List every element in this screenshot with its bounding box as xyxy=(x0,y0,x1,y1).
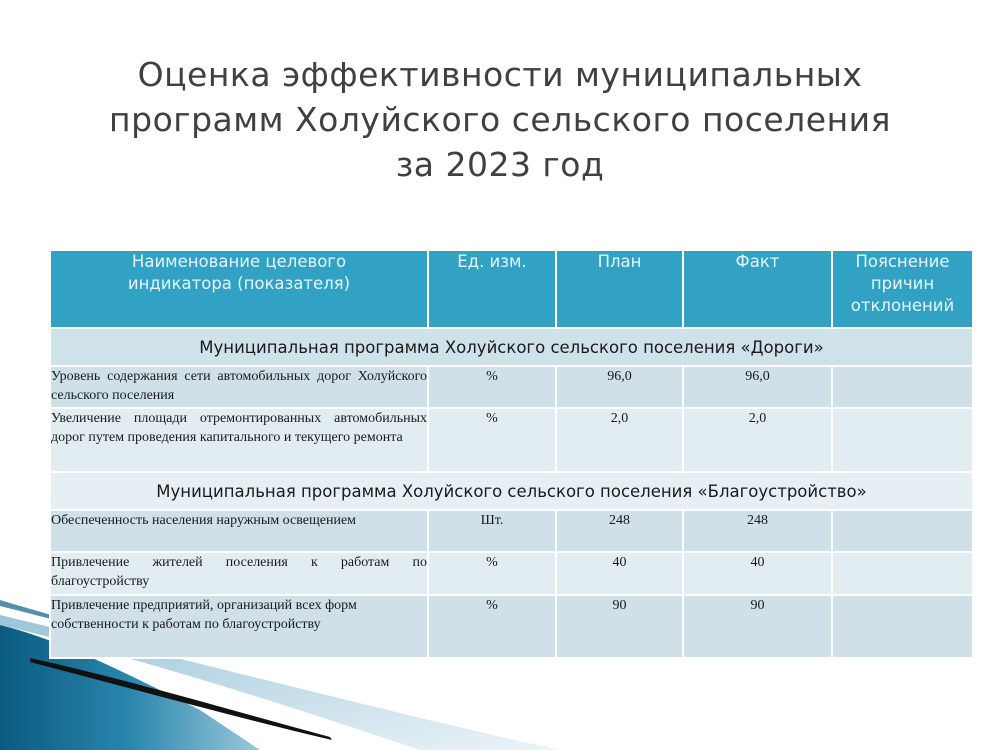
header-plan: План xyxy=(556,250,683,328)
header-indicator-name: Наименование целевого индикатора (показателя) xyxy=(50,250,428,328)
indicator-unit: Шт. xyxy=(428,510,556,552)
indicator-unit: % xyxy=(428,595,556,658)
indicator-fact: 96,0 xyxy=(683,366,832,408)
indicator-name: Обеспеченность населения наружным освещением xyxy=(50,510,428,552)
slide-title xyxy=(40,52,960,187)
indicator-reason xyxy=(832,595,973,658)
indicator-reason xyxy=(832,552,973,595)
indicator-plan: 90 xyxy=(556,595,683,658)
indicator-unit: % xyxy=(428,366,556,408)
indicator-name: Уровень содержания сети автомобильных дорог Холуйского сельского поселения xyxy=(50,366,428,408)
indicator-unit: % xyxy=(428,408,556,472)
indicator-plan: 40 xyxy=(556,552,683,595)
slide-title-line-2: программ Холуйского сельского поселения xyxy=(109,100,891,139)
indicator-fact: 248 xyxy=(683,510,832,552)
indicator-reason xyxy=(832,510,973,552)
indicator-plan: 248 xyxy=(556,510,683,552)
table-row xyxy=(50,552,973,595)
table-header-row xyxy=(50,250,973,328)
indicator-plan: 2,0 xyxy=(556,408,683,472)
indicator-unit: % xyxy=(428,552,556,595)
table-row xyxy=(50,595,973,658)
indicator-plan: 96,0 xyxy=(556,366,683,408)
indicator-reason xyxy=(832,408,973,472)
table-row xyxy=(50,366,973,408)
section-title-improvement: Муниципальная программа Холуйского сельского поселения «Благоустройство» xyxy=(50,472,973,510)
indicator-name: Привлечение жителей поселения к работам по благоустройству xyxy=(50,552,428,595)
table-row xyxy=(50,408,973,472)
slide-title-line-1: Оценка эффективности муниципальных xyxy=(137,55,863,94)
indicator-name: Привлечение предприятий, организаций всех форм собственности к работам по благоустройству xyxy=(50,595,428,658)
header-unit: Ед. изм. xyxy=(428,250,556,328)
indicator-fact: 90 xyxy=(683,595,832,658)
header-fact: Факт xyxy=(683,250,832,328)
header-deviation-reason: Пояснение причин отклонений xyxy=(832,250,973,328)
indicator-name: Увеличение площади отремонтированных автомобильных дорог путем проведения капитального и текущего ремонта xyxy=(50,408,428,472)
table-row xyxy=(50,510,973,552)
slide-title-line-3: за 2023 год xyxy=(395,145,605,184)
indicator-fact: 2,0 xyxy=(683,408,832,472)
indicator-reason xyxy=(832,366,973,408)
indicator-fact: 40 xyxy=(683,552,832,595)
section-row xyxy=(50,328,973,366)
section-row xyxy=(50,472,973,510)
indicators-table xyxy=(49,249,974,659)
section-title-roads: Муниципальная программа Холуйского сельского поселения «Дороги» xyxy=(50,328,973,366)
